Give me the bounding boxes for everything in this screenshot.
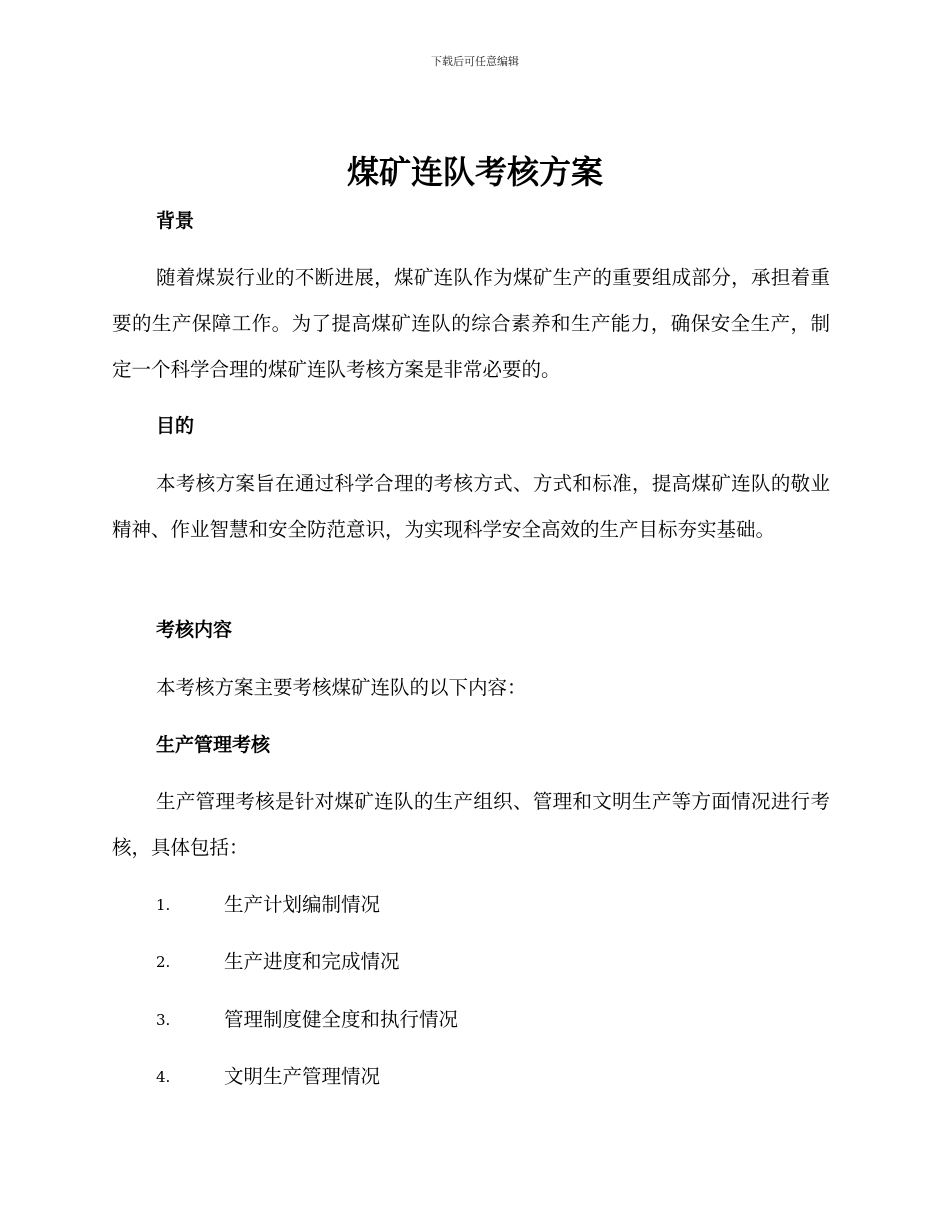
list-number: 2. [156,953,171,971]
list-text: 文明生产管理情况 [224,1065,381,1088]
heading-production: 生产管理考核 [156,734,271,756]
heading-background: 背景 [156,210,195,232]
paragraph-background: 随着煤炭行业的不断进展，煤矿连队作为煤矿生产的重要组成部分，承担着重要的生产保障工作。为了提高煤矿连队的综合素养和生产能力，确保安全生产，制定一个科学合理的煤矿连队考核方案是非常必要的。 [112,266,830,381]
list-text: 管理制度健全度和执行情况 [224,1008,459,1031]
list-text: 生产计划编制情况 [224,893,381,916]
list-text: 生产进度和完成情况 [224,950,400,973]
paragraph-content: 本考核方案主要考核煤矿连队的以下内容： [156,676,527,699]
heading-content: 考核内容 [156,619,233,641]
paragraph-purpose: 本考核方案旨在通过科学合理的考核方式、方式和标准，提高煤矿连队的敬业精神、作业智慧和安全防范意识，为实现科学安全高效的生产目标夯实基础。 [112,472,830,541]
list-number: 1. [156,896,171,914]
list-number: 3. [156,1011,171,1029]
document-title: 煤矿连队考核方案 [346,153,603,191]
list-number: 4. [156,1068,171,1086]
page-header: 下载后可任意编辑 [431,55,519,68]
paragraph-production: 生产管理考核是针对煤矿连队的生产组织、管理和文明生产等方面情况进行考核，具体包括： [112,790,830,859]
heading-purpose: 目的 [156,415,195,437]
